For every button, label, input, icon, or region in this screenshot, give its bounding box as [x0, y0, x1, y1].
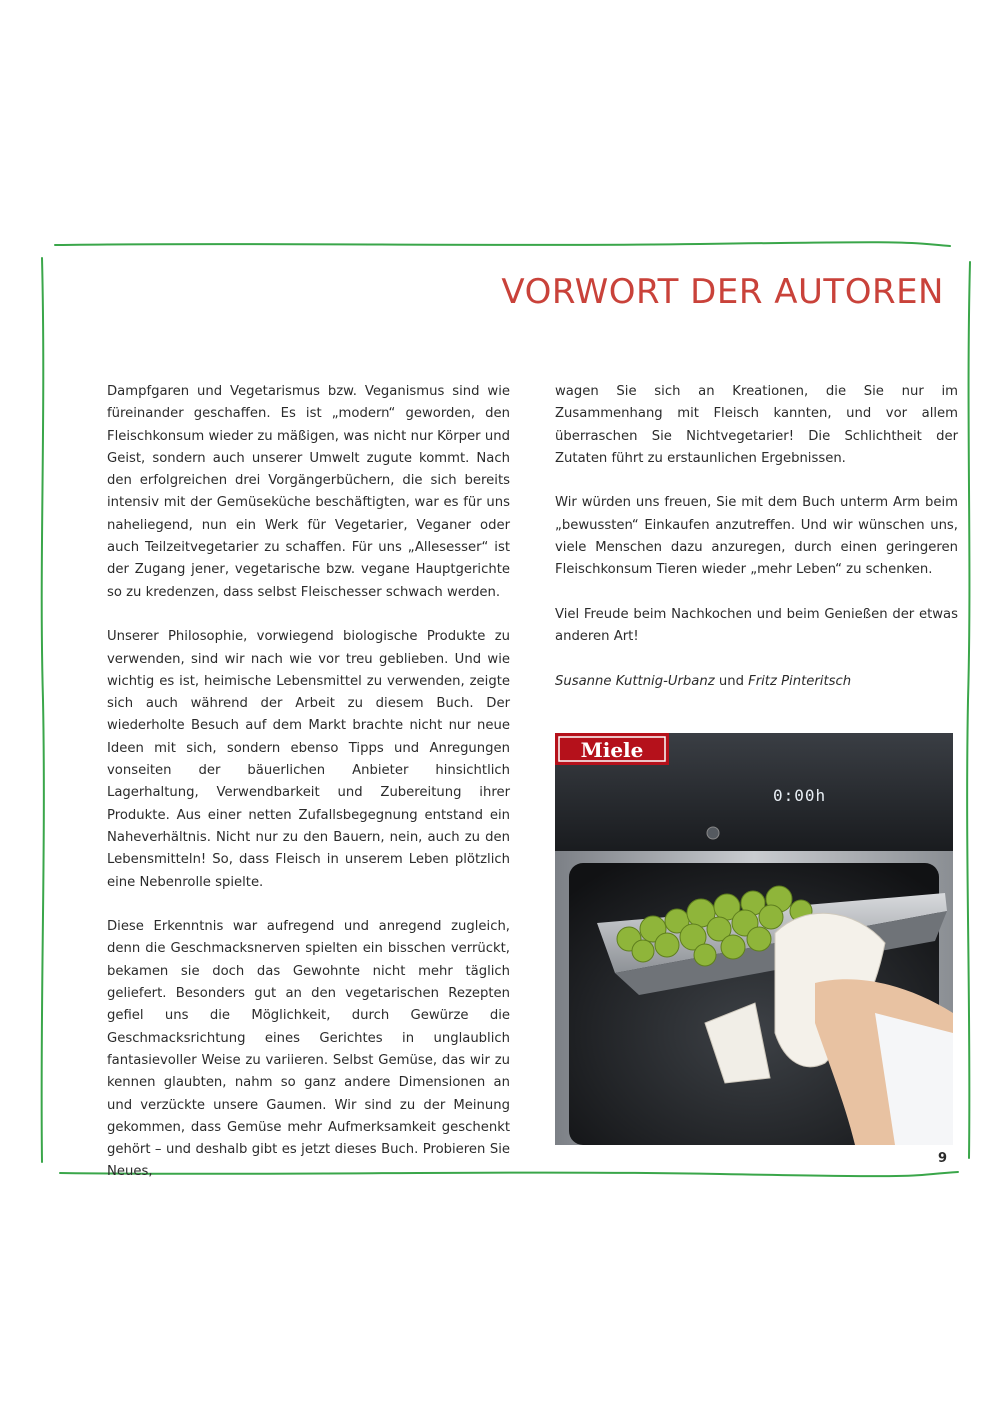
signature-connector: und — [714, 673, 749, 689]
steam-oven-photo — [555, 733, 953, 1145]
oven-display-time: 0:00h — [773, 786, 827, 805]
author-signature — [555, 671, 958, 693]
paragraph: Diese Erkenntnis war aufregend und anregend zugleich, denn die Geschmacksnerven spielten ein bisschen verrückt, bekamen sie doch das Gewohnte nicht mehr täglich geliefert. Besonders gut an den vegetarischen Rezepten gefiel uns die Möglichkeit, durch Gewürze die Geschmacksrichtung eines Gerichtes in unglaublich fantasievoller Weise zu variieren. Selbst Gemüse, das wir zu kennen glaubten, nahm so ganz andere Dimensionen an und verzückte unsere Gaumen. Wir sind zu der Meinung gekommen, dass Gemüse mehr Aufmerksamkeit geschenkt gehört – und deshalb gibt es jetzt dieses Buch. Probieren Sie Neues, — [107, 919, 510, 1180]
paragraph: wagen Sie sich an Kreationen, die Sie nur im Zusammenhang mit Fleisch kannten, und vor allem überraschen Sie Nichtvegetarier! Die Schlichtheit der Zutaten führt zu erstaunlichen Ergebnissen. — [555, 384, 958, 466]
paragraph: Wir würden uns freuen, Sie mit dem Buch unterm Arm beim „bewussten“ Einkaufen anzutreffen. Und wir wünschen uns, viele Menschen dazu anzuregen, durch einen geringeren Fleischkonsum Tieren wieder „mehr Leben“ zu schenken. — [555, 495, 958, 578]
left-text-column — [107, 381, 510, 1206]
author-name: Susanne Kuttnig-Urbanz — [555, 673, 715, 689]
paragraph: Dampfgaren und Vegetarismus bzw. Veganismus sind wie füreinander geschaffen. Es ist „modern“ geworden, den Fleischkonsum wieder zu mäßigen, was nicht nur Körper und Geist, sondern auch unserer Umwelt zugute kommt. Nach den erfolgreichen drei Vorgängerbüchern, die sich bereits intensiv mit der Gemüseküche beschäftigten, war es für uns naheliegend, nun ein Werk für Vegetarier, Veganer oder auch Teilzeitvegetarier zu schaffen. Für uns „Allesesser“ ist der Zugang jener, vegetarische bzw. vegane Hauptgerichte so zu kredenzen, dass selbst Fleischesser schwach werden. — [107, 384, 510, 600]
page-title: VORWORT DER AUTOREN — [501, 272, 944, 312]
oven-knob-icon — [707, 827, 719, 839]
paragraph: Unserer Philosophie, vorwiegend biologische Produkte zu verwenden, sind wir nach wie vor treu geblieben. Und wie wichtig es ist, heimische Lebensmittel zu verwenden, zeigte sich auch während der Arbeit zu diesem Buch. Der wiederholte Besuch auf dem Markt brachte nicht nur neue Ideen mit sich, sondern ebenso Tipps und Anregungen vonseiten der bäuerlichen Anbieter hinsichtlich Lagerhaltung, Verwendbarkeit und Zubereitung ihrer Produkte. Aus einer netten Zufallsbegegnung entstand ein Naheverhältnis. Nicht nur zu den Bauern, nein, auch zu den Lebensmitteln! So, dass Fleisch in unserem Leben plötzlich eine Nebenrolle spielte. — [107, 629, 510, 890]
frame-top-line — [55, 242, 950, 246]
right-text-column — [555, 381, 958, 715]
frame-right-line — [967, 262, 970, 1158]
miele-logo: Miele — [580, 738, 644, 762]
page-number: 9 — [938, 1151, 948, 1166]
frame-left-line — [42, 258, 44, 1162]
author-name: Fritz Pinteritsch — [748, 673, 852, 689]
paragraph: Viel Freude beim Nachkochen und beim Genießen der etwas anderen Art! — [555, 606, 958, 645]
